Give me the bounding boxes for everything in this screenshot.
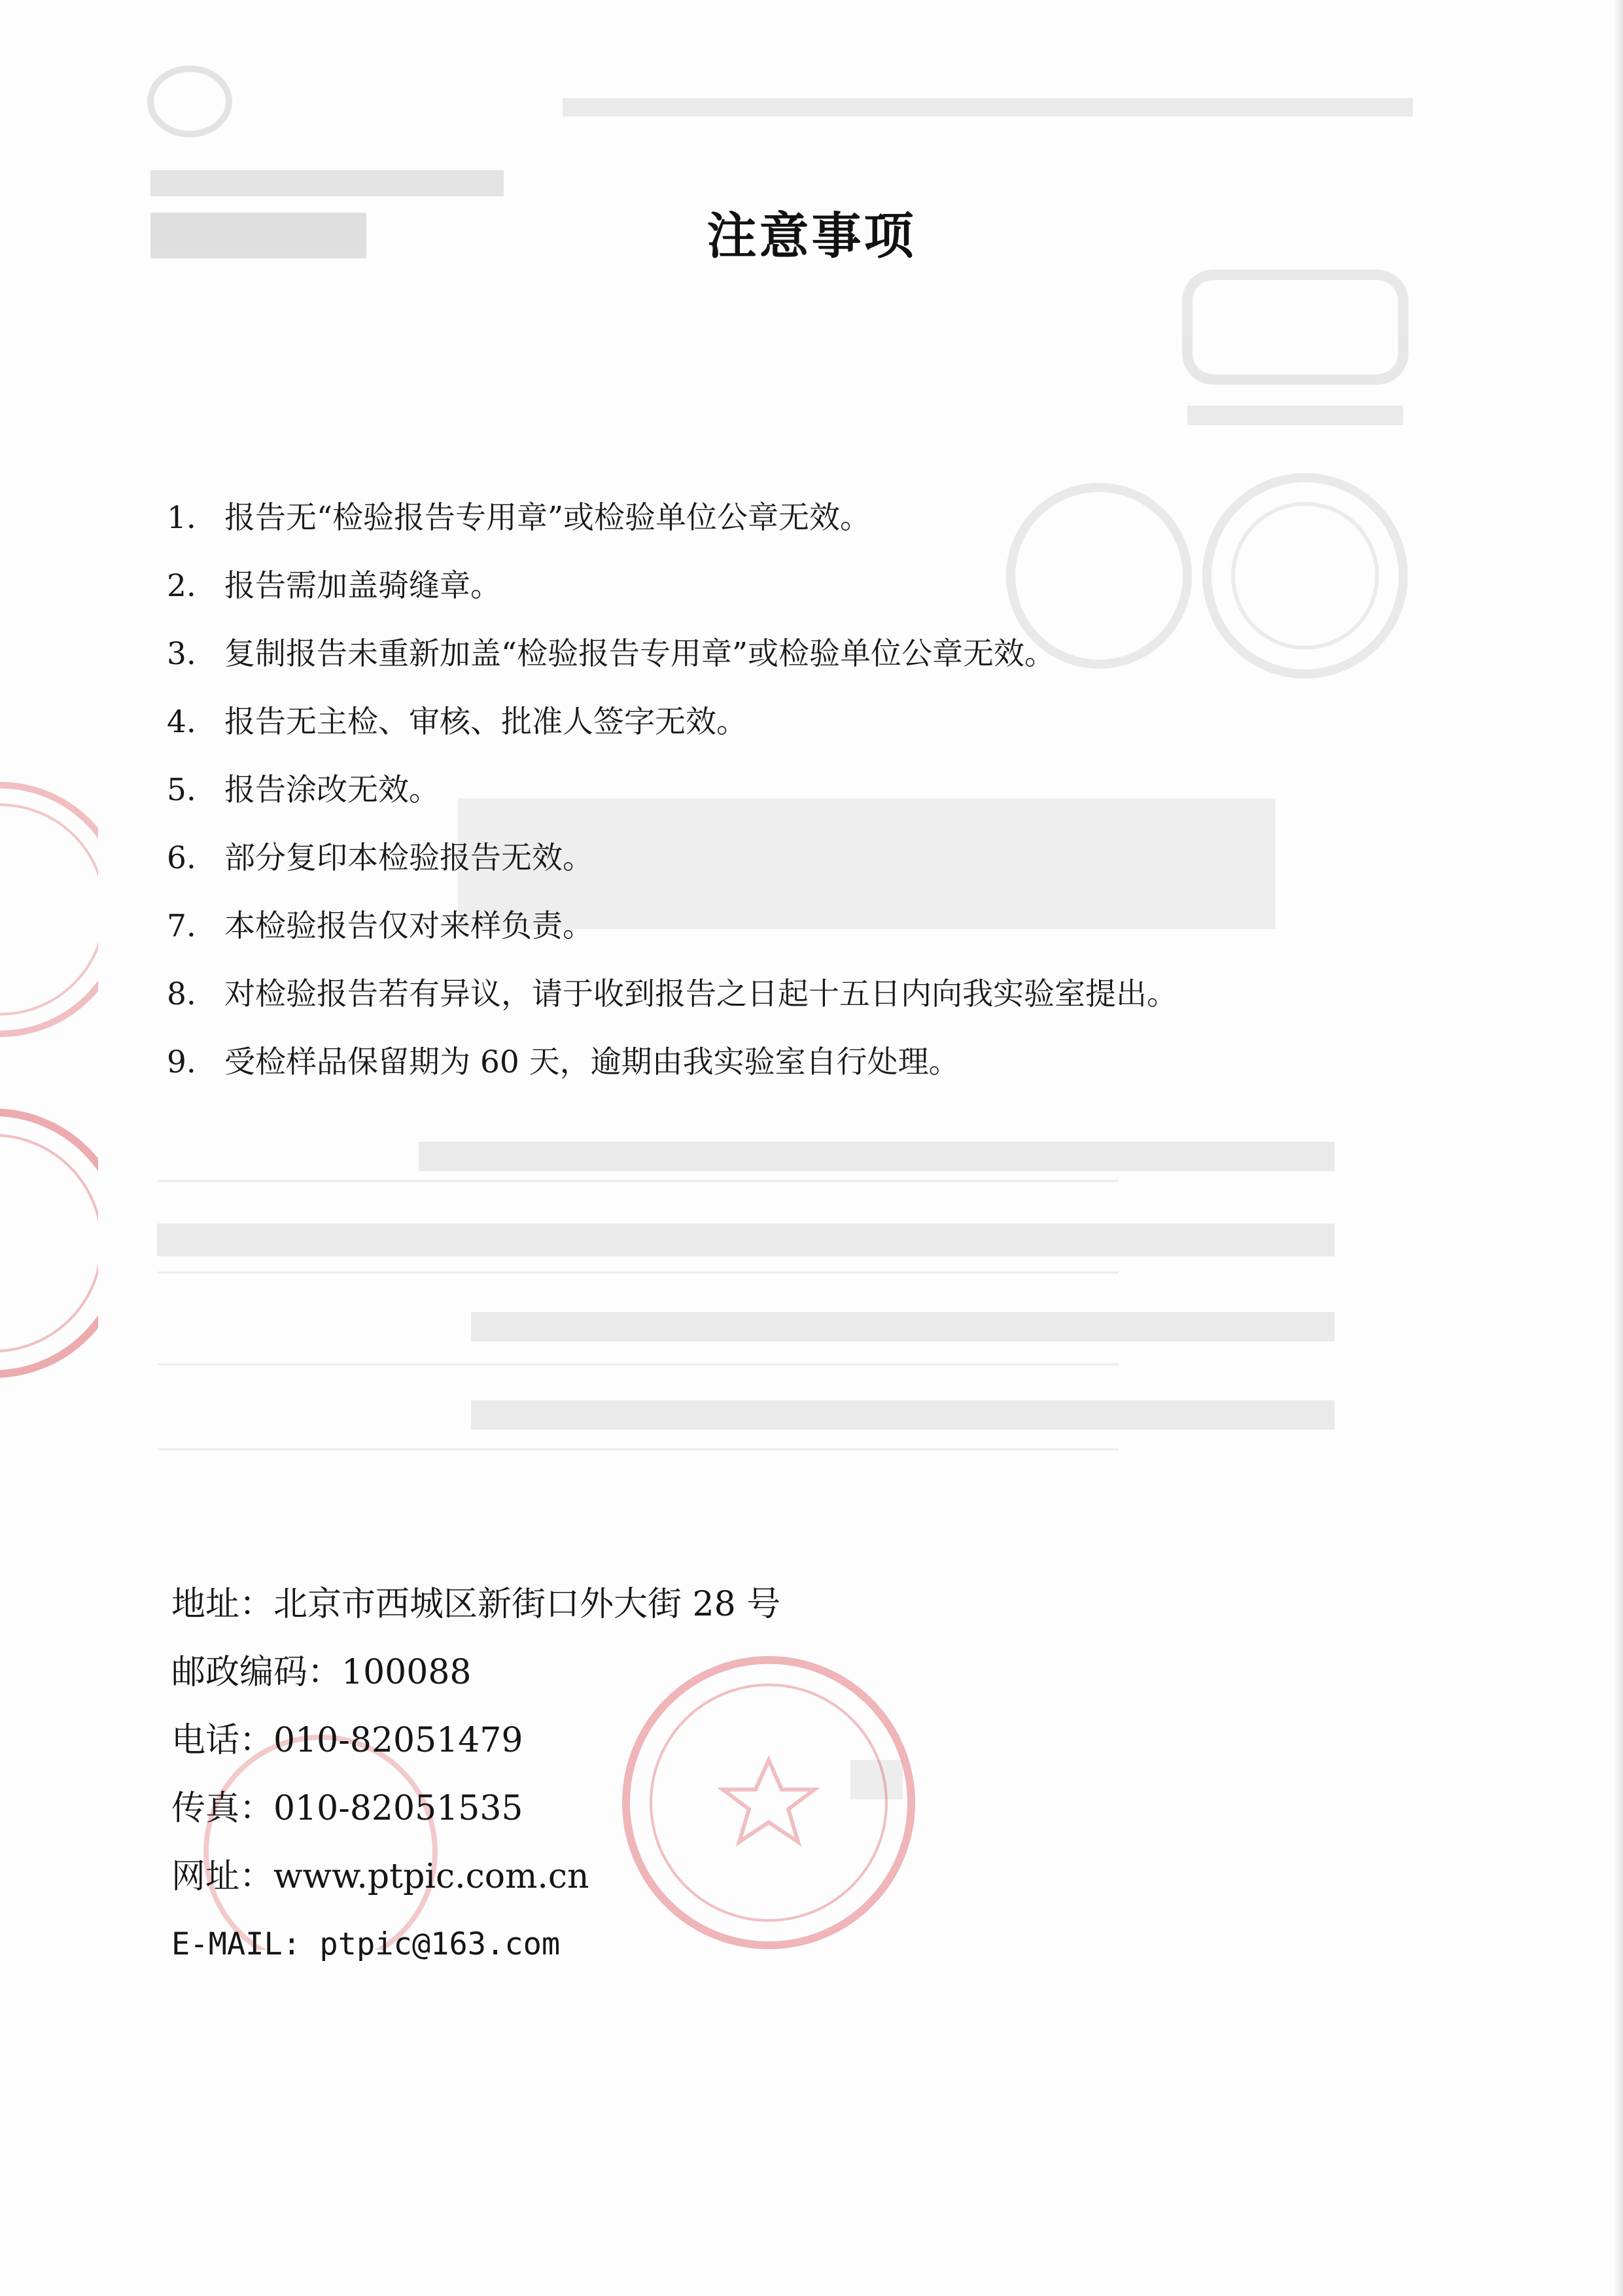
list-item <box>167 892 1178 961</box>
contact-block <box>171 1570 780 1979</box>
red-seal-left-upper <box>0 746 98 1073</box>
postcode-line: 邮政编码：100088 <box>171 1653 472 1692</box>
item-text: 报告涂改无效。 <box>224 772 440 808</box>
fax-line: 传真：010-82051535 <box>171 1789 523 1828</box>
list-item <box>167 688 1178 756</box>
email-line: E-MAIL: ptpic@163.com <box>171 1926 561 1962</box>
item-number: 1. <box>167 500 196 536</box>
item-number: 9. <box>167 1044 196 1080</box>
item-number: 4. <box>167 704 196 740</box>
list-item <box>167 620 1178 688</box>
item-number: 6. <box>167 840 196 876</box>
item-number: 2. <box>167 568 196 604</box>
item-number: 7. <box>167 908 196 944</box>
list-item <box>167 756 1178 824</box>
item-text: 报告无主检、审核、批准人签字无效。 <box>224 704 747 740</box>
phone-line: 电话：010-82051479 <box>171 1721 523 1760</box>
item-text: 对检验报告若有异议，请于收到报告之日起十五日内向我实验室提出。 <box>224 976 1178 1012</box>
bleed-cma-mark <box>1187 275 1403 425</box>
item-number: 3. <box>167 636 196 672</box>
scan-edge-shadow <box>1614 0 1623 2296</box>
item-text: 本检验报告仅对来样负责。 <box>224 908 593 944</box>
list-item <box>167 1029 1178 1097</box>
page-title: 注意事项 <box>707 207 916 265</box>
item-text: 受检样品保留期为 60 天，逾期由我实验室自行处理。 <box>224 1044 960 1080</box>
item-text: 报告无“检验报告专用章”或检验单位公章无效。 <box>224 500 871 536</box>
address-line: 地址：北京市西城区新街口外大街 28 号 <box>171 1585 781 1624</box>
list-item <box>167 552 1178 620</box>
item-number: 8. <box>167 976 196 1012</box>
item-text: 复制报告未重新加盖“检验报告专用章”或检验单位公章无效。 <box>224 636 1056 672</box>
website-line: 网址：www.ptpic.com.cn <box>171 1857 589 1896</box>
notes-list <box>167 484 1178 1097</box>
list-item <box>167 961 1178 1029</box>
red-seal-left-lower <box>0 1093 98 1394</box>
item-number: 5. <box>167 772 196 808</box>
item-text: 报告需加盖骑缝章。 <box>224 568 501 604</box>
item-text: 部分复印本检验报告无效。 <box>224 840 593 876</box>
list-item <box>167 484 1178 552</box>
list-item <box>167 824 1178 892</box>
